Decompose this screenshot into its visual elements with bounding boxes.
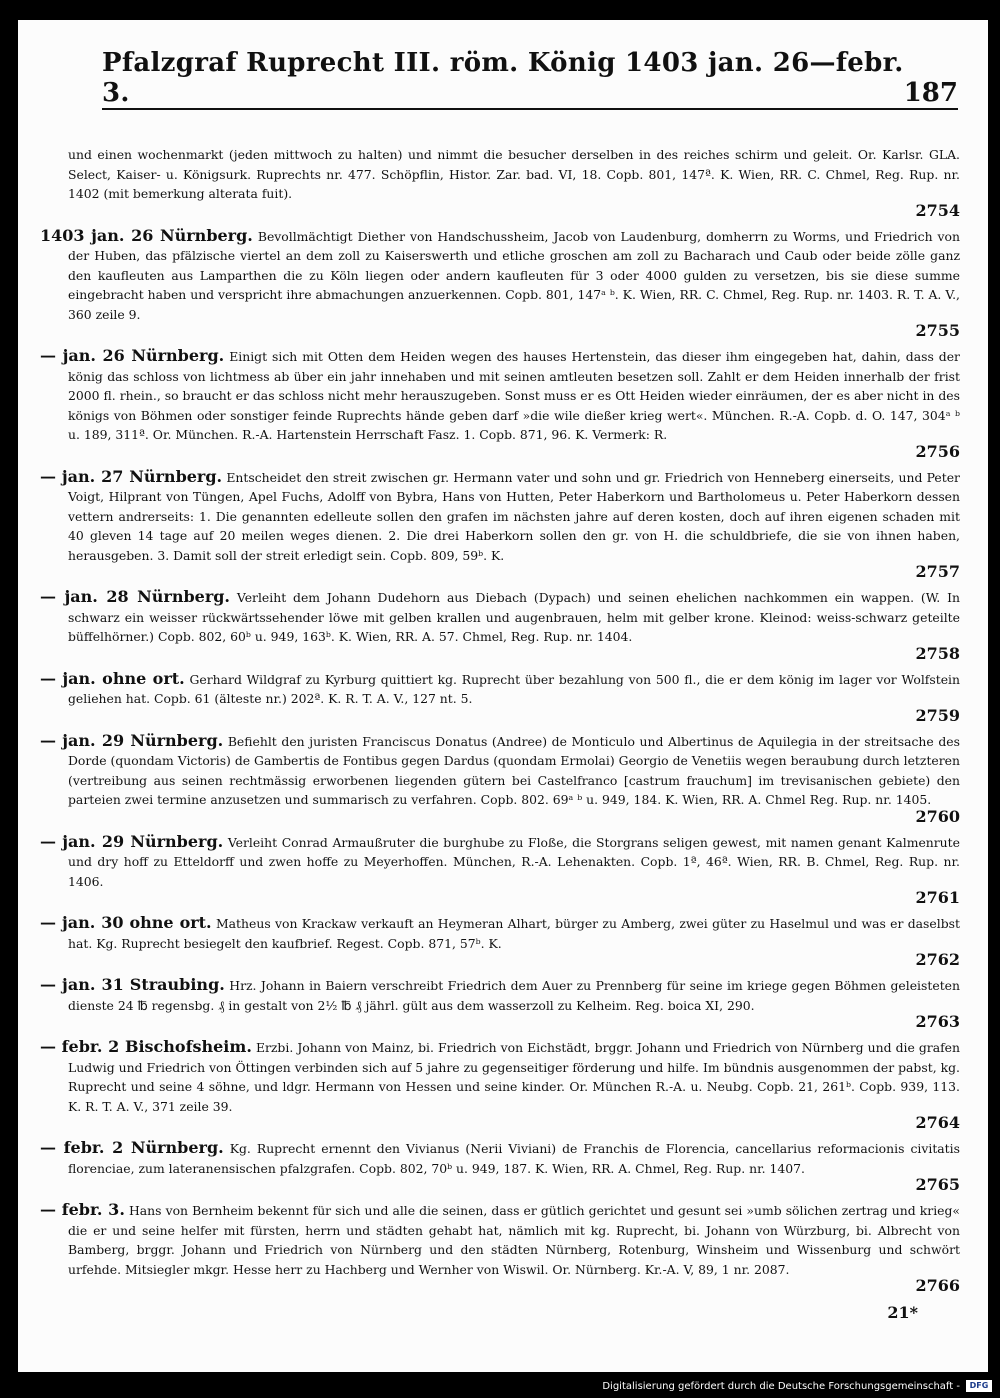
entry-date: — jan. 30 ohne ort. <box>40 913 212 932</box>
entry-text: Bevollmächtigt Diether von Handschussheim, Jacob von Laudenburg, domherrn zu Worms, und Friedrich von der Huben, das pfälzische viertel an dem zoll zu Kaiserswerth und etliche groschen am zoll zu Bacharach und Caub oder beide zölle ganz den kaufleuten aus Lamparthen die zu Köln liegen oder andern kaufleuten für 3 oder 4000 gulden zu versetzen, bis sie diese summe eingebracht haben und verspricht ihre abmachungen anzuerkennen. Copb. 801, 147ᵃ ᵇ. K. Wien, RR. C. Chmel, Reg. Rup. nr. 1403. R. T. A. V., 360 zeile 9. <box>68 228 960 322</box>
entry-number: 2759 <box>915 705 960 725</box>
entry-text: Hans von Bernheim bekennt für sich und alle die seinen, dass er gütlich gerichtet und gesunt sei »umb sölichen zertrag und krieg« die er und seine helfer mit fürsten, herrn und städten gehabt hat, nämlich mit kg. Ruprecht, bi. Johann von Würzburg, bi. Albrecht von Bamberg, brggr. Johann und Friedrich von Nürnberg und den städten Nürnberg, Rotenburg, Winsheim und Wissenburg und schwört urfehde. Mitsiegler mkgr. Hesse herr zu Hachberg und Wernher von Wiswil. Or. Nürnberg. Kr.-A. V, 89, 1 nr. 2087. <box>68 1203 961 1277</box>
entry-date: — jan. ohne ort. <box>40 668 185 688</box>
page-number: 187 <box>903 78 958 108</box>
entry-number: 2756 <box>915 441 960 461</box>
entry-date: 1403 jan. 26 Nürnberg. <box>40 225 253 245</box>
entry-number: 2764 <box>915 1113 960 1132</box>
register-entry <box>40 832 960 908</box>
entries-list <box>40 145 960 1301</box>
entry-date: — febr. 3. <box>40 1200 125 1219</box>
entry-text: Verleiht dem Johann Dudehorn aus Diebach (Dypach) und seinen ehelichen nachkommen ein wappen. (W. In schwarz ein weisser rückwärtssehender löwe mit gelben krallen und augenbrauen, helm mit gelber krone. Kleinod: weiss-schwarz geteilte büffelhörner.) Copb. 802, 60ᵇ u. 949, 163ᵇ. K. Wien, RR. A. 57. Chmel, Reg. Rup. nr. 1404. <box>68 590 960 644</box>
entry-number: 2761 <box>915 888 960 907</box>
entry-number: 2762 <box>915 950 960 969</box>
document-page <box>18 20 988 1372</box>
entry-text: Matheus von Krackaw verkauft an Heymeran Alhart, bürger zu Amberg, zwei güter zu Haselmul und was er daselbst hat. Kg. Ruprecht besiegelt den kaufbrief. Regest. Copb. 871, 57ᵇ. K. <box>68 916 960 951</box>
entry-text: Entscheidet den streit zwischen gr. Hermann vater und sohn und gr. Friedrich von Henneberg einerseits, und Peter Voigt, Hilprant von Tüngen, Apel Fuchs, Adolff von Bybra, Hans von Hutten, Peter Haberkorn und Bartholomeus u. Peter Haberkorn dessen vettern andrerseits: 1. Die genannten edelleute sollen den grafen im nächsten jahre auf deren kosten, doch auf ihren eigenen schaden mit 40 gleven 14 tage auf 20 meilen weges dienen. 2. Die drei Haberkorn sollen den gr. von H. die schuldbriefe, die sie von ihnen haben, herausgeben. 3. Damit soll der streit erledigt sein. Copb. 809, 59ᵇ. K. <box>68 469 960 563</box>
register-entry <box>40 1200 960 1295</box>
entry-text: Erzbi. Johann von Mainz, bi. Friedrich von Eichstädt, brggr. Johann und Friedrich von Nürnberg und die grafen Ludwig und Friedrich von Öttingen verbinden sich auf 5 jahre zu gegenseitiger förderung und hilfe. Im bündnis ausgenommen der pabst, kg. Ruprecht und seine 4 söhne, und ldgr. Hermann von Hessen und seine kinder. Or. München R.-A. u. Neubg. Copb. 21, 261ᵇ. Copb. 939, 113. K. R. T. A. V., 371 zeile 39. <box>68 1040 960 1114</box>
signature-mark: 21* <box>887 1303 918 1322</box>
entry-text: Einigt sich mit Otten dem Heiden wegen des hauses Hertenstein, das dieser ihm eingegeben hat, dahin, dass der könig das schloss von lichtmess ab über ein jahr innehaben und mit seinen amtleuten besetzen soll. Zahlt er dem Heiden innerhalb der frist 2000 fl. rhein., so braucht er das schloss nicht mehr herauszugeben. Sonst muss er es Ott Heiden wieder einräumen, der es aber nicht in des königs von Böhmen oder sonstiger feinde Ruprechts hände geben darf »die wile dießer krieg wert«. München. R.-A. Copb. d. O. 147, 304ᵃ ᵇ u. 189, 311ª. Or. München. R.-A. Hartenstein Herrschaft Fasz. 1. Copb. 871, 96. K. Vermerk: R. <box>68 349 960 442</box>
header-title: Pfalzgraf Ruprecht III. röm. König 1403 jan. 26—febr. 3. <box>102 48 904 108</box>
entry-text: Gerhard Wildgraf zu Kyrburg quittiert kg. Ruprecht über bezahlung von 500 fl., die er dem könig im lager vor Wolfstein geliehen hat. Copb. 61 (älteste nr.) 202ª. K. R. T. A. V., 127 nt. 5. <box>68 671 960 706</box>
register-entry <box>40 346 960 461</box>
register-entry <box>40 226 960 341</box>
entry-date: — jan. 28 Nürnberg. <box>40 587 231 606</box>
register-entry <box>40 145 960 220</box>
entry-date: — jan. 31 Straubing. <box>40 975 225 994</box>
register-entry <box>40 587 960 663</box>
entry-date: — jan. 29 Nürnberg. <box>40 730 224 750</box>
entry-date: — jan. 29 Nürnberg. <box>40 831 224 851</box>
entry-date: — jan. 26 Nürnberg. <box>40 346 225 365</box>
dfg-logo-icon: DFG <box>966 1380 992 1392</box>
entry-number: 2765 <box>915 1175 960 1194</box>
footer-text: Digitalisierung gefördert durch die Deutsche Forschungsgemeinschaft - <box>602 1380 960 1392</box>
entry-text: und einen wochenmarkt (jeden mittwoch zu halten) und nimmt die besucher derselben in des reiches schirm und geleit. Or. Karlsr. GLA. Select, Kaiser- u. Königsurk. Ruprechts nr. 477. Schöpflin, Histor. Zar. bad. VI, 18. Copb. 801, 147ª. K. Wien, RR. C. Chmel, Reg. Rup. nr. 1402 (mit bemerkung alterata fuit). <box>68 147 960 201</box>
entry-number: 2754 <box>915 200 960 220</box>
running-header <box>102 48 958 110</box>
entry-text: Kg. Ruprecht ernennt den Vivianus (Nerii Viviani) de Franchis de Florencia, cancellarius reformacionis civitatis florenciae, zum lateranensischen pfalzgrafen. Copb. 802, 70ᵇ u. 949, 187. K. Wien, RR. A. Chmel, Reg. Rup. nr. 1407. <box>68 1141 960 1176</box>
digitization-footer <box>602 1380 992 1392</box>
register-entry <box>40 1138 960 1194</box>
entry-number: 2766 <box>915 1276 960 1295</box>
entry-number: 2757 <box>915 562 960 581</box>
entry-number: 2758 <box>915 643 960 663</box>
entry-text: Verleiht Conrad Armaußruter die burghube zu Floße, die Storgrans seligen gewest, mit namen genant Kalmenrute und dry hoff zu Etteldorff und zwen hoffe zu Meyerhoffen. München, R.-A. Lehenakten. Copb. 1ª, 46ª. Wien, RR. B. Chmel, Reg. Rup. nr. 1406. <box>68 834 960 889</box>
entry-text: Befiehlt den juristen Franciscus Donatus (Andree) de Monticulo und Albertinus de Aquilegia in der streitsache des Dorde (quondam Victoris) de Gambertis de Fontibus gegen Dardus (quondam Ermolai) Georgio de Venetiis wegen beraubung durch letzteren (vertreibung aus seinen rechtmässig erworbenen liegenden gütern bei Castelfranco [castrum frauchum] im trevisanischen gebiete) den parteien zwei termine anzusetzen und summarisch zu verfahren. Copb. 802. 69ᵃ ᵇ u. 949, 184. K. Wien, RR. A. Chmel Reg. Rup. nr. 1405. <box>68 733 960 807</box>
register-entry <box>40 669 960 725</box>
register-entry <box>40 1037 960 1132</box>
register-entry <box>40 913 960 969</box>
entry-number: 2755 <box>915 321 960 340</box>
entry-date: — febr. 2 Nürnberg. <box>40 1138 224 1157</box>
entry-date: — jan. 27 Nürnberg. <box>40 466 223 486</box>
entry-text: Hrz. Johann in Baiern verschreibt Friedrich dem Auer zu Prennberg für seine im kriege gegen Böhmen geleisteten dienste 24 ℔ regensbg. ₰ in gestalt von 2½ ℔ ₰ jährl. gült aus dem wasserzoll zu Kelheim. Reg. boica XI, 290. <box>68 978 960 1013</box>
register-entry <box>40 467 960 582</box>
register-entry <box>40 731 960 826</box>
entry-date: — febr. 2 Bischofsheim. <box>40 1037 252 1056</box>
entry-number: 2760 <box>915 806 960 826</box>
register-entry <box>40 975 960 1031</box>
entry-number: 2763 <box>915 1012 960 1031</box>
